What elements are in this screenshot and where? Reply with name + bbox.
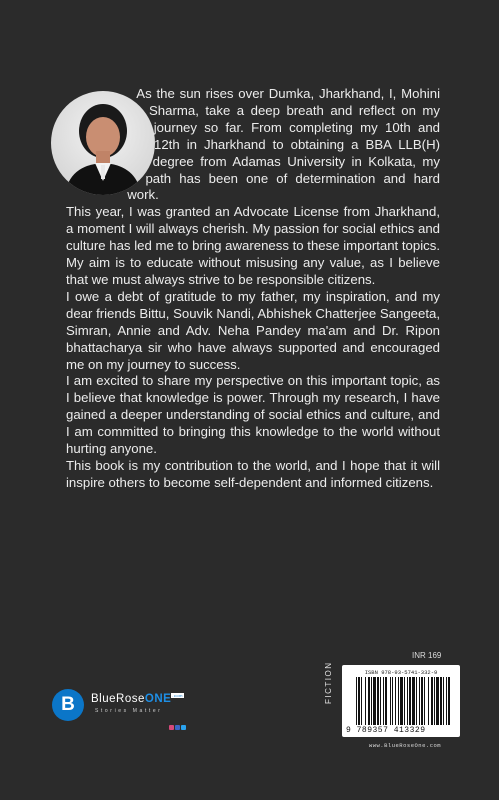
author-bio: [66, 86, 440, 492]
bio-paragraph: This year, I was granted an Advocate License from Jharkhand, a moment I will always cherish. My passion for social ethics and culture has led me to bring awareness to these important topics. My aim is to educate without misusing any value, as I believe that we must always strive to be responsible citizens.: [66, 204, 440, 287]
publisher-logo-icon: B: [52, 689, 84, 721]
twitter-icon: [181, 725, 186, 730]
facebook-icon: [175, 725, 180, 730]
price-label: INR 169: [412, 651, 442, 660]
genre-label: FICTION: [324, 661, 333, 704]
bio-paragraph: I owe a debt of gratitude to my father, my inspiration, and my dear friends Bittu, Souvik Nandi, Abhishek Chatterjee Sangeeta, Simran, Annie and Adv. Neha Pandey ma'am and Dr. Ripon bhattacharya sir who have always supported and encouraged me on my journey to success.: [66, 288, 440, 372]
isbn-text: ISBN 978-93-5741-332-9: [364, 669, 438, 676]
bio-paragraph: This book is my contribution to the world, and I hope that it will inspire others to become self-dependent and informed citizens.: [66, 457, 440, 490]
publisher-name: BlueRoseONE$^{.com}$: [91, 693, 183, 705]
publisher-tagline: Stories Matter: [95, 708, 163, 714]
barcode-bars: [356, 677, 452, 725]
instagram-icon: [169, 725, 174, 730]
bio-paragraph: As the sun rises over Dumka, Jharkhand, I, Mohini Sharma, take a deep breath and reflect on my journey so far. From completing my 10th and 12th in Jharkhand to obtaining a BBA LLB(H) degree from Adamas University in Kolkata, my path has been one of determination and hard work.: [127, 86, 440, 203]
ean-digits: 9 789357 413329: [346, 726, 426, 735]
publisher-website: www.BlueRoseOne.com: [368, 742, 442, 749]
social-icons: [169, 717, 187, 724]
bio-paragraph: I am excited to share my perspective on this important topic, as I believe that knowledge is power. Through my research, I have gained a deeper understanding of social ethics and culture, and I am committed to bringing this knowledge to the world without hurting anyone.: [66, 373, 440, 457]
barcode: [342, 665, 460, 737]
